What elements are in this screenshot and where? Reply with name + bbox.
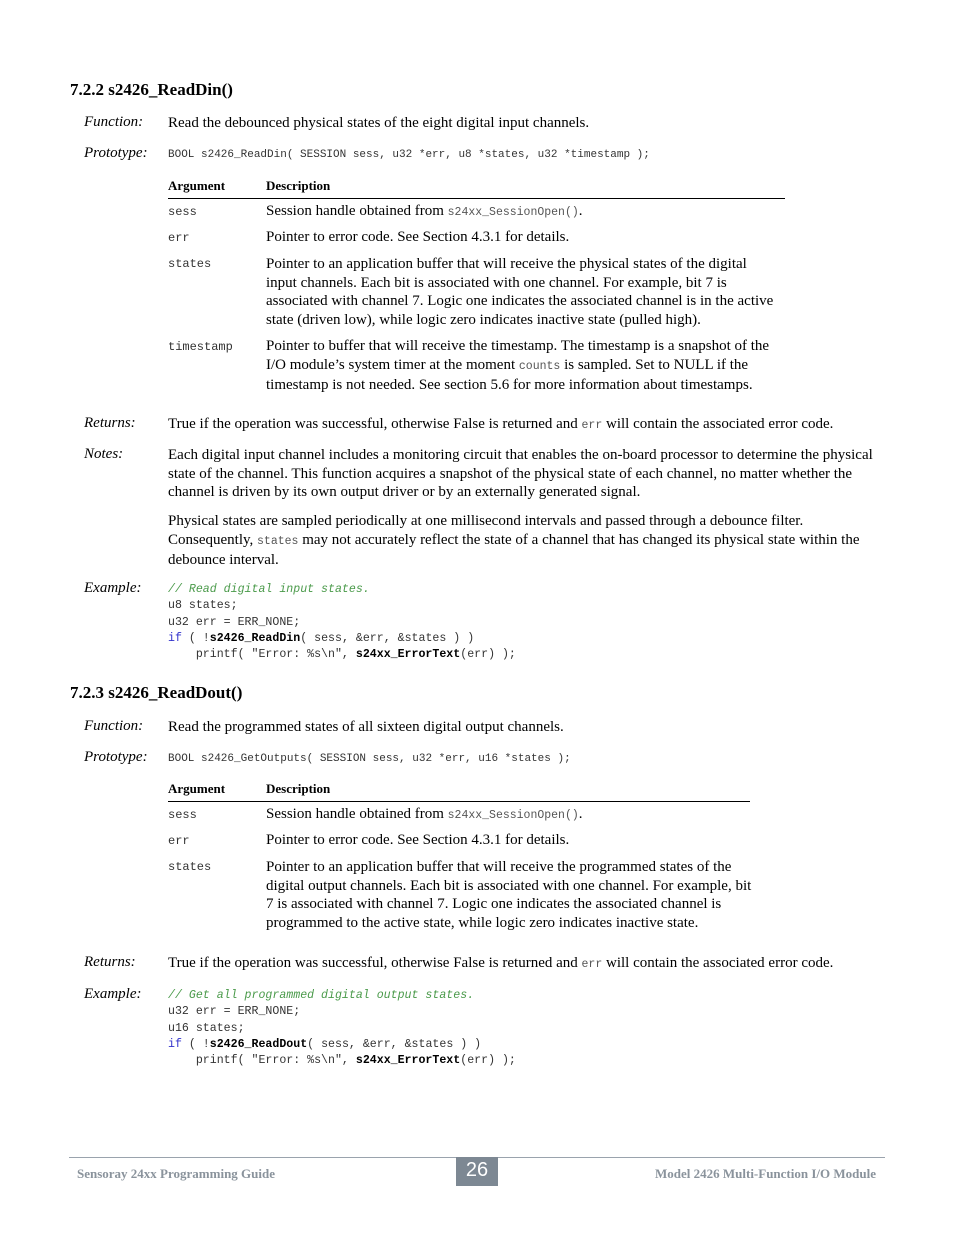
function-text: Read the programmed states of all sixteen digital output channels.: [168, 719, 564, 735]
returns-label: Returns:: [84, 954, 136, 970]
arg-name: states: [168, 860, 212, 874]
footer-left-title: Sensoray 24xx Programming Guide: [77, 1166, 276, 1181]
prototype-label: Prototype:: [84, 145, 148, 161]
returns-text: True if the operation was successful, otherwise False is returned and err will contain the associated error code.: [168, 416, 834, 432]
arg-description: Pointer to an application buffer that will receive the programmed states of the digital output channels. Each bit is associated with one channel. For example, bit 7 is associated with channel 7. Logic one indicates the associated channel is programmed to the active state, while logic zero indicates inactive state.: [266, 859, 752, 931]
arg-name: err: [168, 834, 190, 848]
footer-right-title: Model 2426 Multi-Function I/O Module: [655, 1166, 876, 1181]
prototype-label: Prototype:: [84, 749, 148, 765]
arg-name: timestamp: [168, 340, 233, 354]
table-header-rule: [168, 198, 785, 199]
returns-label: Returns:: [84, 415, 136, 431]
section-heading-readdin: 7.2.2 s2426_ReadDin(): [70, 80, 233, 99]
arg-name: sess: [168, 205, 197, 219]
table-header-rule: [168, 801, 750, 802]
notes-paragraph: Each digital input channel includes a monitoring circuit that enables the on-board processor to determine the physical state of the channel. This function acquires a snapshot of the physical state of each channel, no matter whether the channel is driven by its own output driver or by an externally generated signal.: [168, 447, 873, 501]
returns-text: True if the operation was successful, otherwise False is returned and err will contain the associated error code.: [168, 955, 834, 971]
arg-description: Pointer to buffer that will receive the timestamp. The timestamp is a snapshot of the I/O module’s system timer at the moment counts is sampled. Set to NULL if the timestamp is not needed. See section 5.6 for more information about timestamps.: [266, 338, 770, 394]
prototype-code: BOOL s2426_GetOutputs( SESSION sess, u32 *err, u16 *states );: [168, 753, 571, 765]
example-label: Example:: [84, 986, 142, 1002]
notes-label: Notes:: [84, 446, 124, 462]
col-header-argument: Argument: [168, 781, 226, 796]
page-number: 26: [456, 1157, 498, 1186]
col-header-argument: Argument: [168, 178, 226, 193]
function-label: Function:: [84, 114, 144, 130]
arg-description: Pointer to error code. See Section 4.3.1 for details.: [266, 832, 570, 848]
col-header-description: Description: [266, 781, 331, 796]
example-code-block: // Read digital input states. u8 states; u32 err = ERR_NONE; if ( !s2426_ReadDin( sess, &err, &states ) ) printf( "Error: %s\n", s24xx_ErrorText(err) );: [168, 583, 516, 662]
example-code-block: // Get all programmed digital output states. u32 err = ERR_NONE; u16 states; if ( !s2426_ReadDout( sess, &err, &states ) ) printf( "Error: %s\n", s24xx_ErrorText(err) );: [168, 989, 516, 1068]
arg-description: Session handle obtained from s24xx_SessionOpen().: [266, 806, 583, 822]
arg-name: sess: [168, 808, 197, 822]
section-heading-readdout: 7.2.3 s2426_ReadDout(): [70, 683, 243, 702]
prototype-code: BOOL s2426_ReadDin( SESSION sess, u32 *err, u8 *states, u32 *timestamp );: [168, 149, 650, 161]
function-text: Read the debounced physical states of the eight digital input channels.: [168, 115, 590, 131]
notes-paragraph: Physical states are sampled periodically at one millisecond intervals and passed through a debounce filter. Consequently, states may not accurately reflect the state of a channel that has changed its physical state within the debounce interval.: [168, 513, 860, 569]
arg-name: states: [168, 257, 212, 271]
example-label: Example:: [84, 580, 142, 596]
arg-name: err: [168, 231, 190, 245]
arg-description: Pointer to error code. See Section 4.3.1 for details.: [266, 229, 570, 245]
arg-description: Session handle obtained from s24xx_SessionOpen().: [266, 203, 583, 219]
arg-description: Pointer to an application buffer that will receive the physical states of the digital input channels. Each bit is associated with one channel. For example, bit 7 is associated with channel 7. Logic one indicates the associated channel is in the active state (driven low), while logic zero indicates inactive state (pulled high).: [266, 256, 774, 328]
col-header-description: Description: [266, 178, 331, 193]
function-label: Function:: [84, 718, 144, 734]
